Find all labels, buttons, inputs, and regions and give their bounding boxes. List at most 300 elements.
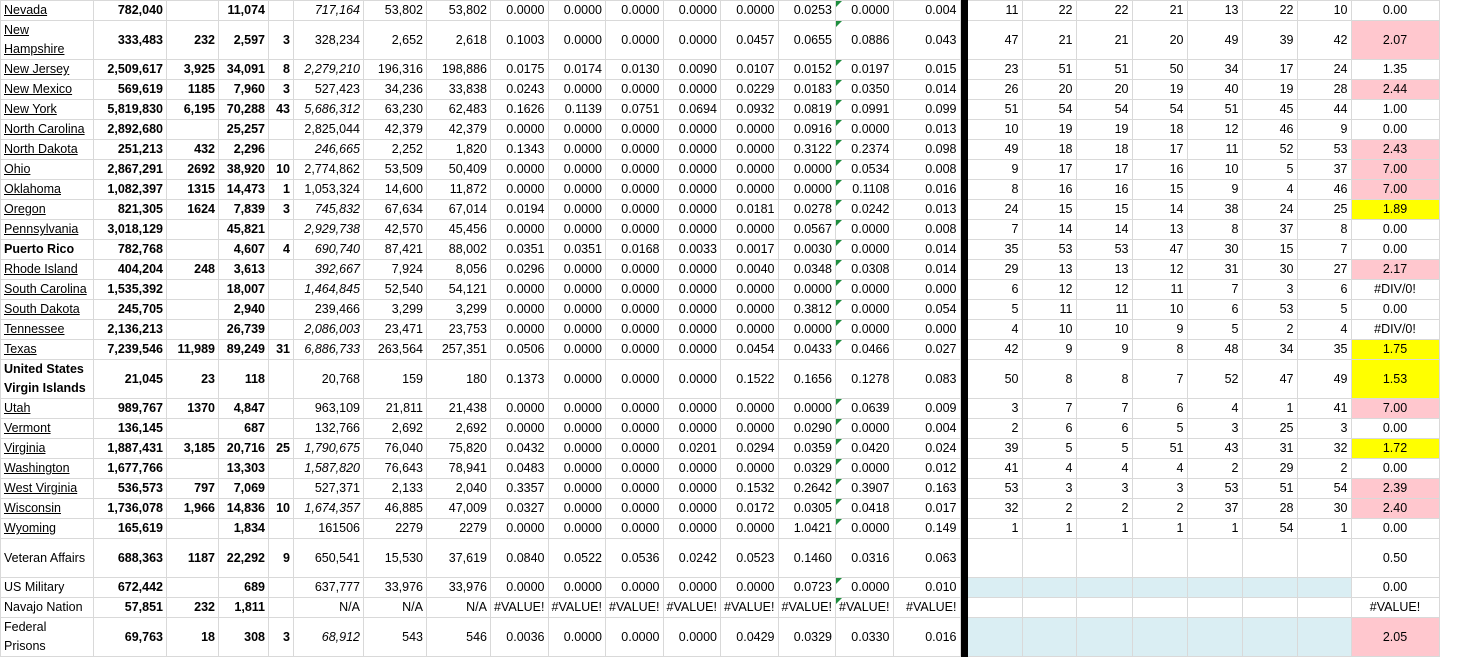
rank-cell[interactable]	[967, 539, 1022, 578]
data-cell[interactable]	[269, 360, 294, 399]
data-cell[interactable]: 0.0305	[778, 499, 836, 519]
data-cell[interactable]: 2,296	[219, 140, 269, 160]
ratio-cell[interactable]: 2.17	[1351, 260, 1439, 280]
data-cell[interactable]: 690,740	[294, 240, 364, 260]
data-cell[interactable]: 0.012	[893, 459, 960, 479]
rank-cell[interactable]: 42	[967, 340, 1022, 360]
data-cell[interactable]: #VALUE!	[893, 598, 960, 618]
data-cell[interactable]: 0.0000	[548, 220, 606, 240]
rank-cell[interactable]: 53	[967, 479, 1022, 499]
data-cell[interactable]: 0.0000	[663, 578, 721, 598]
data-cell[interactable]: 0.014	[893, 240, 960, 260]
rank-cell[interactable]: 7	[1297, 240, 1351, 260]
row-name-cell[interactable]	[1, 120, 94, 140]
data-cell[interactable]: 0.0033	[663, 240, 721, 260]
data-cell[interactable]: 0.0000	[778, 180, 836, 200]
rank-cell[interactable]: 44	[1297, 100, 1351, 120]
data-cell[interactable]: #VALUE!	[663, 598, 721, 618]
data-cell[interactable]: 308	[219, 618, 269, 657]
rank-cell[interactable]: 32	[967, 499, 1022, 519]
data-cell[interactable]: 43	[269, 100, 294, 120]
data-cell[interactable]: 0.0181	[721, 200, 779, 220]
data-cell[interactable]: 7,924	[364, 260, 427, 280]
rank-cell[interactable]: 39	[1242, 21, 1297, 60]
data-cell[interactable]: 0.0017	[721, 240, 779, 260]
rank-cell[interactable]: 20	[1076, 80, 1132, 100]
rank-cell[interactable]: 8	[1132, 340, 1187, 360]
row-name-cell[interactable]	[1, 1, 94, 21]
data-cell[interactable]: 0.0751	[606, 100, 664, 120]
rank-cell[interactable]	[967, 618, 1022, 657]
data-cell[interactable]: 0.0534	[836, 160, 894, 180]
data-cell[interactable]: 0.0040	[721, 260, 779, 280]
data-cell[interactable]: 159	[364, 360, 427, 399]
data-cell[interactable]: 0.0433	[778, 340, 836, 360]
data-cell[interactable]: 0.0000	[606, 180, 664, 200]
rank-cell[interactable]: 9	[1076, 340, 1132, 360]
data-cell[interactable]: 251,213	[94, 140, 167, 160]
data-cell[interactable]: 3,613	[219, 260, 269, 280]
rank-cell[interactable]	[1242, 539, 1297, 578]
row-name-cell[interactable]	[1, 439, 94, 459]
rank-cell[interactable]: 6	[1132, 399, 1187, 419]
data-cell[interactable]: 0.0000	[606, 280, 664, 300]
data-cell[interactable]: 2,692	[364, 419, 427, 439]
data-cell[interactable]: N/A	[364, 598, 427, 618]
data-cell[interactable]	[269, 399, 294, 419]
rank-cell[interactable]: 15	[1132, 180, 1187, 200]
rank-cell[interactable]	[1132, 578, 1187, 598]
rank-cell[interactable]: 29	[1242, 459, 1297, 479]
rank-cell[interactable]: 1	[1297, 519, 1351, 539]
rank-cell[interactable]: 49	[967, 140, 1022, 160]
data-cell[interactable]: 0.1532	[721, 479, 779, 499]
data-cell[interactable]: 33,838	[427, 80, 491, 100]
data-cell[interactable]: 0.0278	[778, 200, 836, 220]
data-cell[interactable]	[269, 479, 294, 499]
rank-cell[interactable]: 3	[1297, 419, 1351, 439]
data-cell[interactable]: 67,634	[364, 200, 427, 220]
data-cell[interactable]: 78,941	[427, 459, 491, 479]
rank-cell[interactable]: 8	[967, 180, 1022, 200]
data-cell[interactable]: 0.0351	[491, 240, 549, 260]
data-cell[interactable]: 404,204	[94, 260, 167, 280]
data-cell[interactable]: 1,887,431	[94, 439, 167, 459]
rank-cell[interactable]	[1242, 578, 1297, 598]
data-cell[interactable]: 0.0000	[491, 280, 549, 300]
row-name-cell[interactable]	[1, 220, 94, 240]
row-name-cell[interactable]	[1, 180, 94, 200]
ratio-cell[interactable]: 1.89	[1351, 200, 1439, 220]
data-cell[interactable]: 18	[167, 618, 219, 657]
data-cell[interactable]: 0.0329	[778, 618, 836, 657]
data-cell[interactable]: 0.0000	[663, 160, 721, 180]
rank-cell[interactable]: 9	[1187, 180, 1242, 200]
rank-cell[interactable]: 7	[1132, 360, 1187, 399]
ratio-cell[interactable]: 2.05	[1351, 618, 1439, 657]
rank-cell[interactable]: 49	[1297, 360, 1351, 399]
rank-cell[interactable]: 35	[967, 240, 1022, 260]
rank-cell[interactable]	[1187, 618, 1242, 657]
data-cell[interactable]: 1,820	[427, 140, 491, 160]
rank-cell[interactable]: 19	[1076, 120, 1132, 140]
ratio-cell[interactable]: 0.00	[1351, 240, 1439, 260]
data-cell[interactable]: 38,920	[219, 160, 269, 180]
data-cell[interactable]: 31	[269, 340, 294, 360]
data-cell[interactable]: 0.0000	[548, 21, 606, 60]
data-cell[interactable]: 57,851	[94, 598, 167, 618]
data-cell[interactable]: 0.0000	[606, 120, 664, 140]
data-cell[interactable]: 0.0000	[548, 300, 606, 320]
data-cell[interactable]: 543	[364, 618, 427, 657]
data-cell[interactable]: 232	[167, 21, 219, 60]
data-cell[interactable]: 0.0000	[548, 419, 606, 439]
data-cell[interactable]: N/A	[427, 598, 491, 618]
data-cell[interactable]: 717,164	[294, 1, 364, 21]
data-cell[interactable]: 0.0886	[836, 21, 894, 60]
rank-cell[interactable]: 6	[1297, 280, 1351, 300]
rank-cell[interactable]: 3	[1242, 280, 1297, 300]
rank-cell[interactable]: 8	[1187, 220, 1242, 240]
rank-cell[interactable]: 6	[967, 280, 1022, 300]
data-cell[interactable]: 0.0000	[491, 180, 549, 200]
data-cell[interactable]: 2,086,003	[294, 320, 364, 340]
data-cell[interactable]: 0.0000	[663, 399, 721, 419]
data-cell[interactable]: 1.0421	[778, 519, 836, 539]
data-cell[interactable]: 0.1139	[548, 100, 606, 120]
data-cell[interactable]: 1370	[167, 399, 219, 419]
rank-cell[interactable]: 1	[1132, 519, 1187, 539]
rank-cell[interactable]: 4	[1076, 459, 1132, 479]
data-cell[interactable]: 1315	[167, 180, 219, 200]
data-cell[interactable]: 0.0000	[663, 120, 721, 140]
rank-cell[interactable]: 8	[1297, 220, 1351, 240]
ratio-cell[interactable]: 0.00	[1351, 578, 1439, 598]
data-cell[interactable]: 132,766	[294, 419, 364, 439]
data-cell[interactable]: 0.0000	[491, 160, 549, 180]
rank-cell[interactable]: 54	[1297, 479, 1351, 499]
data-cell[interactable]: 0.0000	[491, 399, 549, 419]
data-cell[interactable]: 245,705	[94, 300, 167, 320]
data-cell[interactable]: 0.0000	[836, 220, 894, 240]
rank-cell[interactable]	[1076, 539, 1132, 578]
rank-cell[interactable]: 11	[1132, 280, 1187, 300]
data-cell[interactable]: 1,053,324	[294, 180, 364, 200]
data-cell[interactable]: 8,056	[427, 260, 491, 280]
data-cell[interactable]: 0.0000	[606, 220, 664, 240]
data-cell[interactable]: 0.0000	[721, 399, 779, 419]
data-cell[interactable]: 0.0000	[663, 519, 721, 539]
data-cell[interactable]: 0.0420	[836, 439, 894, 459]
data-cell[interactable]: 2,892,680	[94, 120, 167, 140]
data-cell[interactable]: 0.0000	[606, 160, 664, 180]
data-cell[interactable]: 0.0000	[721, 160, 779, 180]
ratio-cell[interactable]: #VALUE!	[1351, 598, 1439, 618]
rank-cell[interactable]: 46	[1297, 180, 1351, 200]
data-cell[interactable]: 0.0000	[548, 80, 606, 100]
data-cell[interactable]: 0.0000	[491, 220, 549, 240]
data-cell[interactable]	[167, 578, 219, 598]
rank-cell[interactable]: 4	[1132, 459, 1187, 479]
rank-cell[interactable]: 47	[967, 21, 1022, 60]
row-name-cell[interactable]	[1, 598, 94, 618]
rank-cell[interactable]: 53	[1187, 479, 1242, 499]
data-cell[interactable]: 0.0483	[491, 459, 549, 479]
data-cell[interactable]: 0.0000	[548, 280, 606, 300]
data-cell[interactable]: 42,570	[364, 220, 427, 240]
data-cell[interactable]: 0.016	[893, 618, 960, 657]
data-cell[interactable]: 0.0107	[721, 60, 779, 80]
data-cell[interactable]: 0.0296	[491, 260, 549, 280]
data-cell[interactable]: 0.0536	[606, 539, 664, 578]
data-cell[interactable]: 0.0000	[606, 459, 664, 479]
rank-cell[interactable]: 14	[1076, 220, 1132, 240]
rank-cell[interactable]: 35	[1297, 340, 1351, 360]
data-cell[interactable]: 0.0694	[663, 100, 721, 120]
rank-cell[interactable]: 12	[1132, 260, 1187, 280]
data-cell[interactable]: 68,912	[294, 618, 364, 657]
data-cell[interactable]: 25,257	[219, 120, 269, 140]
ratio-cell[interactable]: 0.00	[1351, 519, 1439, 539]
data-cell[interactable]: 2,133	[364, 479, 427, 499]
data-cell[interactable]: 0.0243	[491, 80, 549, 100]
data-cell[interactable]: 0.0090	[663, 60, 721, 80]
data-cell[interactable]: 527,423	[294, 80, 364, 100]
data-cell[interactable]: 0.0348	[778, 260, 836, 280]
data-cell[interactable]: 4,847	[219, 399, 269, 419]
data-cell[interactable]: 2,825,044	[294, 120, 364, 140]
data-cell[interactable]: 1,677,766	[94, 459, 167, 479]
data-cell[interactable]: 0.014	[893, 260, 960, 280]
data-cell[interactable]: 9	[269, 539, 294, 578]
data-cell[interactable]: 11,872	[427, 180, 491, 200]
data-cell[interactable]: 0.0000	[491, 578, 549, 598]
data-cell[interactable]: 1,834	[219, 519, 269, 539]
rank-cell[interactable]: 21	[1022, 21, 1076, 60]
rank-cell[interactable]: 18	[1076, 140, 1132, 160]
rank-cell[interactable]: 34	[1242, 340, 1297, 360]
data-cell[interactable]: 0.0316	[836, 539, 894, 578]
data-cell[interactable]: 53,802	[427, 1, 491, 21]
rank-cell[interactable]: 28	[1242, 499, 1297, 519]
data-cell[interactable]: 0.0840	[491, 539, 549, 578]
rank-cell[interactable]: 10	[1022, 320, 1076, 340]
data-cell[interactable]: 0.0000	[721, 300, 779, 320]
data-cell[interactable]: 0.0000	[548, 618, 606, 657]
data-cell[interactable]: 0.0000	[663, 80, 721, 100]
data-cell[interactable]: 1,674,357	[294, 499, 364, 519]
data-cell[interactable]: 0.0000	[836, 459, 894, 479]
ratio-cell[interactable]: 0.00	[1351, 220, 1439, 240]
rank-cell[interactable]: 43	[1187, 439, 1242, 459]
rank-cell[interactable]: 1	[1022, 519, 1076, 539]
data-cell[interactable]: 0.0152	[778, 60, 836, 80]
rank-cell[interactable]	[1242, 598, 1297, 618]
data-cell[interactable]: 0.0000	[606, 360, 664, 399]
rank-cell[interactable]: 2	[1297, 459, 1351, 479]
data-cell[interactable]: 0.008	[893, 220, 960, 240]
ratio-cell[interactable]: 7.00	[1351, 399, 1439, 419]
data-cell[interactable]: 0.063	[893, 539, 960, 578]
data-cell[interactable]: 0.1522	[721, 360, 779, 399]
data-cell[interactable]: 0.0000	[663, 280, 721, 300]
rank-cell[interactable]: 19	[1242, 80, 1297, 100]
rank-cell[interactable]: 34	[1187, 60, 1242, 80]
data-cell[interactable]	[269, 598, 294, 618]
data-cell[interactable]: 161506	[294, 519, 364, 539]
data-cell[interactable]: 0.0819	[778, 100, 836, 120]
row-name-cell[interactable]	[1, 618, 94, 657]
rank-cell[interactable]: 23	[967, 60, 1022, 80]
rank-cell[interactable]: 21	[1132, 1, 1187, 21]
data-cell[interactable]	[269, 519, 294, 539]
data-cell[interactable]: 0.0932	[721, 100, 779, 120]
data-cell[interactable]	[269, 320, 294, 340]
rank-cell[interactable]: 11	[1187, 140, 1242, 160]
data-cell[interactable]: 0.0350	[836, 80, 894, 100]
rank-cell[interactable]: 13	[1076, 260, 1132, 280]
data-cell[interactable]: 0.0429	[721, 618, 779, 657]
rank-cell[interactable]	[1022, 618, 1076, 657]
data-cell[interactable]: 0.3907	[836, 479, 894, 499]
data-cell[interactable]: 26,739	[219, 320, 269, 340]
data-cell[interactable]: 546	[427, 618, 491, 657]
data-cell[interactable]: 0.0523	[721, 539, 779, 578]
data-cell[interactable]: 0.0000	[548, 459, 606, 479]
ratio-cell[interactable]: 0.50	[1351, 539, 1439, 578]
data-cell[interactable]: 0.1460	[778, 539, 836, 578]
row-name-cell[interactable]	[1, 578, 94, 598]
rank-cell[interactable]: 4	[1242, 180, 1297, 200]
ratio-cell[interactable]: 2.44	[1351, 80, 1439, 100]
rank-cell[interactable]: 4	[1297, 320, 1351, 340]
data-cell[interactable]: 0.0000	[721, 140, 779, 160]
rank-cell[interactable]	[1242, 618, 1297, 657]
rank-cell[interactable]: 17	[1242, 60, 1297, 80]
data-cell[interactable]: 69,763	[94, 618, 167, 657]
rank-cell[interactable]: 22	[1022, 1, 1076, 21]
data-cell[interactable]: 21,438	[427, 399, 491, 419]
data-cell[interactable]: 0.0351	[548, 240, 606, 260]
data-cell[interactable]	[167, 280, 219, 300]
data-cell[interactable]	[167, 220, 219, 240]
rank-cell[interactable]: 15	[1242, 240, 1297, 260]
rank-cell[interactable]: 53	[1022, 240, 1076, 260]
rank-cell[interactable]: 4	[1022, 459, 1076, 479]
data-cell[interactable]: 0.010	[893, 578, 960, 598]
data-cell[interactable]: 15,530	[364, 539, 427, 578]
row-name-cell[interactable]	[1, 160, 94, 180]
data-cell[interactable]: 165,619	[94, 519, 167, 539]
data-cell[interactable]: 0.0194	[491, 200, 549, 220]
rank-cell[interactable]: 16	[1076, 180, 1132, 200]
rank-cell[interactable]: 2	[1187, 459, 1242, 479]
data-cell[interactable]: 20,768	[294, 360, 364, 399]
data-cell[interactable]: 7,069	[219, 479, 269, 499]
rank-cell[interactable]: 9	[1132, 320, 1187, 340]
ratio-cell[interactable]: 1.53	[1351, 360, 1439, 399]
data-cell[interactable]: 569,619	[94, 80, 167, 100]
data-cell[interactable]: 34,236	[364, 80, 427, 100]
data-cell[interactable]: 0.083	[893, 360, 960, 399]
data-cell[interactable]: 70,288	[219, 100, 269, 120]
rank-cell[interactable]	[1132, 618, 1187, 657]
data-cell[interactable]: 0.0000	[606, 320, 664, 340]
data-cell[interactable]: 0.3357	[491, 479, 549, 499]
rank-cell[interactable]	[967, 578, 1022, 598]
data-cell[interactable]: 2,867,291	[94, 160, 167, 180]
data-cell[interactable]: 0.0000	[548, 120, 606, 140]
rank-cell[interactable]: 14	[1132, 200, 1187, 220]
data-cell[interactable]: 47,009	[427, 499, 491, 519]
data-cell[interactable]: 0.0000	[663, 479, 721, 499]
data-cell[interactable]: 333,483	[94, 21, 167, 60]
row-name-cell[interactable]	[1, 360, 94, 399]
rank-cell[interactable]: 12	[1022, 280, 1076, 300]
data-cell[interactable]: 0.0290	[778, 419, 836, 439]
data-cell[interactable]: 650,541	[294, 539, 364, 578]
rank-cell[interactable]: 19	[1132, 80, 1187, 100]
data-cell[interactable]: 536,573	[94, 479, 167, 499]
rank-cell[interactable]: 17	[1076, 160, 1132, 180]
rank-cell[interactable]: 53	[1242, 300, 1297, 320]
data-cell[interactable]: 0.0000	[606, 519, 664, 539]
data-cell[interactable]: 0.0655	[778, 21, 836, 60]
rank-cell[interactable]: 51	[1242, 479, 1297, 499]
data-cell[interactable]: 52,540	[364, 280, 427, 300]
data-cell[interactable]: 7,239,546	[94, 340, 167, 360]
rank-cell[interactable]: 31	[1187, 260, 1242, 280]
data-cell[interactable]: 0.1373	[491, 360, 549, 399]
data-cell[interactable]: 0.0000	[721, 578, 779, 598]
rank-cell[interactable]: 37	[1297, 160, 1351, 180]
data-cell[interactable]: 75,820	[427, 439, 491, 459]
rank-cell[interactable]: 10	[1076, 320, 1132, 340]
rank-cell[interactable]: 5	[1076, 439, 1132, 459]
data-cell[interactable]	[167, 120, 219, 140]
rank-cell[interactable]: 9	[967, 160, 1022, 180]
data-cell[interactable]: 0.0000	[606, 618, 664, 657]
rank-cell[interactable]: 51	[967, 100, 1022, 120]
ratio-cell[interactable]: 1.00	[1351, 100, 1439, 120]
row-name-cell[interactable]	[1, 60, 94, 80]
data-cell[interactable]: 0.0201	[663, 439, 721, 459]
data-cell[interactable]: 0.0000	[721, 459, 779, 479]
rank-cell[interactable]: 41	[1297, 399, 1351, 419]
data-cell[interactable]: 3,925	[167, 60, 219, 80]
rank-cell[interactable]: 13	[1187, 1, 1242, 21]
data-cell[interactable]: 0.2642	[778, 479, 836, 499]
data-cell[interactable]: 1,790,675	[294, 439, 364, 459]
rank-cell[interactable]	[1022, 539, 1076, 578]
rank-cell[interactable]: 51	[1132, 439, 1187, 459]
data-cell[interactable]: 0.0000	[491, 1, 549, 21]
rank-cell[interactable]: 14	[1022, 220, 1076, 240]
data-cell[interactable]: 0.0168	[606, 240, 664, 260]
rank-cell[interactable]: 7	[1022, 399, 1076, 419]
data-cell[interactable]: 1,587,820	[294, 459, 364, 479]
rank-cell[interactable]	[1297, 618, 1351, 657]
data-cell[interactable]: 0.0000	[721, 419, 779, 439]
data-cell[interactable]: 18,007	[219, 280, 269, 300]
data-cell[interactable]: 10	[269, 499, 294, 519]
rank-cell[interactable]: 24	[1242, 200, 1297, 220]
data-cell[interactable]: 0.0000	[663, 360, 721, 399]
rank-cell[interactable]: 9	[1297, 120, 1351, 140]
rank-cell[interactable]: 13	[1132, 220, 1187, 240]
rank-cell[interactable]: 5	[1242, 160, 1297, 180]
data-cell[interactable]	[269, 300, 294, 320]
